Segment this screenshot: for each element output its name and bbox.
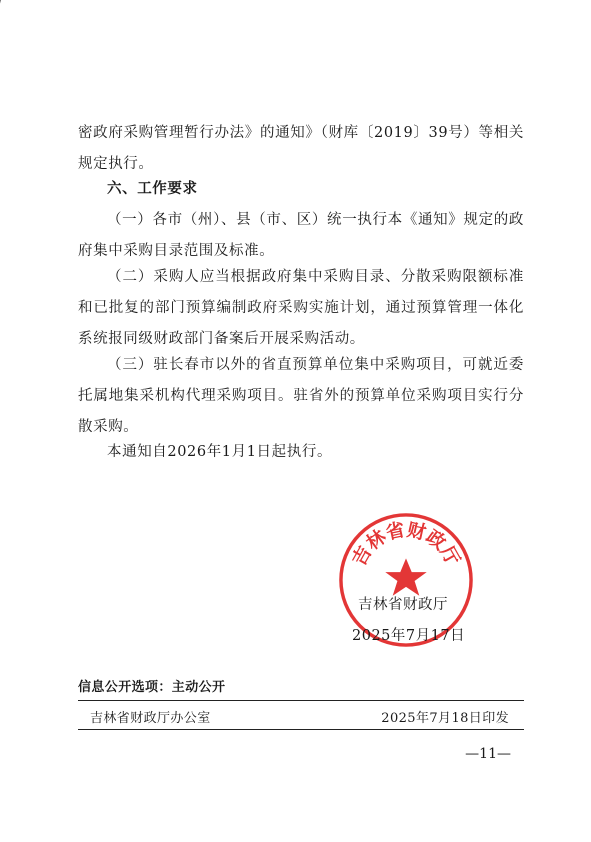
effective-date-paragraph: 本通知自2026年1月1日起执行。	[107, 444, 333, 460]
print-date: 2025年7月18日印发	[381, 711, 509, 726]
requirement-3: （三）驻长春市以外的省直预算单位集中采购项目，可就近委托属地集采机构代理采购项目。驻省外的预算单位采购项目实行分散采购。	[78, 357, 524, 435]
signing-authority: 吉林省财政厅	[358, 597, 448, 613]
paragraph-continuation: 密政府采购管理暂行办法》的通知》（财库〔2019〕39号）等相关规定执行。	[78, 125, 524, 172]
disclosure-option: 信息公开选项：主动公开	[78, 680, 226, 695]
scan-edge-line	[0, 0, 15, 40]
section-heading: 六、工作要求	[107, 181, 198, 197]
svg-text:吉林省财政厅: 吉林省财政厅	[348, 519, 464, 570]
signing-date: 2025年7月17日	[352, 628, 466, 644]
requirement-1: （一）各市（州）、县（市、区）统一执行本《通知》规定的政府集中采购目录范围及标准。	[78, 212, 524, 259]
issuing-office: 吉林省财政厅办公室	[90, 711, 211, 726]
footer-rule-top	[78, 700, 524, 701]
page-number: —11—	[465, 746, 511, 762]
requirement-2: （二）采购人应当根据政府集中采购目录、分散采购限额标准和已批复的部门预算编制政府采购实施计划，通过预算管理一体化系统报同级财政部门备案后开展采购活动。	[78, 269, 524, 347]
footer-rule-bottom	[78, 729, 524, 730]
